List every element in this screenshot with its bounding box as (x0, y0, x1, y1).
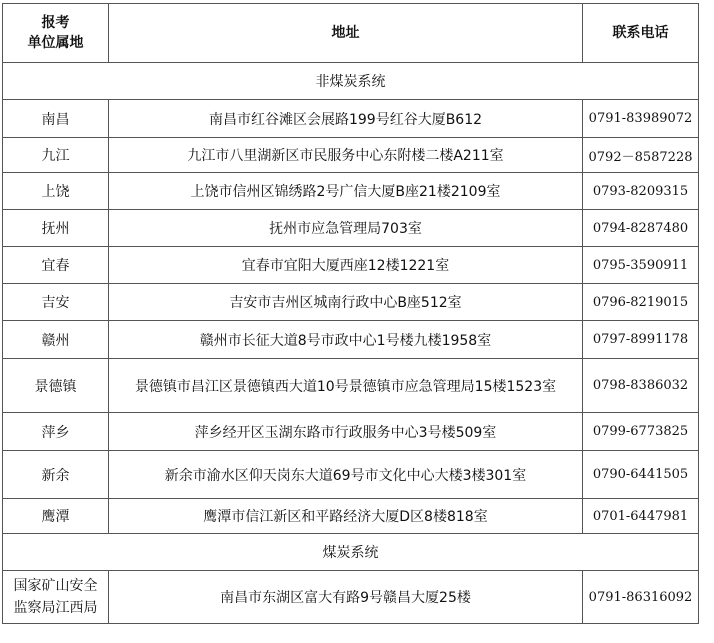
header-row (3, 4, 699, 63)
address-cell: 宜春市宜阳大厦西座12楼1221室 (109, 247, 583, 284)
address-cell: 鹰潭市信江新区和平路经济大厦D区8楼818室 (109, 499, 583, 534)
place-cell: 吉安 (3, 284, 109, 321)
phone-cell: 0790-6441505 (583, 451, 699, 499)
coal-phone: 0791-86316092 (583, 571, 699, 624)
section-title-non-coal: 非煤炭系统 (3, 63, 699, 100)
rows-body (3, 100, 699, 534)
place-cell: 南昌 (3, 100, 109, 138)
table-row (3, 499, 699, 534)
phone-cell: 0791-83989072 (583, 100, 699, 138)
place-cell: 抚州 (3, 210, 109, 247)
address-cell: 吉安市吉州区城南行政中心B座512室 (109, 284, 583, 321)
place-cell: 九江 (3, 138, 109, 173)
phone-cell: 0799-6773825 (583, 413, 699, 451)
place-cell: 萍乡 (3, 413, 109, 451)
table-row (3, 451, 699, 499)
phone-cell: 0792－8587228 (583, 138, 699, 173)
table-row (3, 138, 699, 173)
address-cell: 抚州市应急管理局703室 (109, 210, 583, 247)
table-row (3, 247, 699, 284)
address-cell: 新余市渝水区仰天岗东大道69号市文化中心大楼3楼301室 (109, 451, 583, 499)
table-row (3, 359, 699, 413)
header-place-line1: 报考 (41, 15, 70, 31)
header-place (3, 4, 109, 63)
place-cell: 宜春 (3, 247, 109, 284)
address-cell: 萍乡经开区玉湖东路市行政服务中心3号楼509室 (109, 413, 583, 451)
place-cell: 赣州 (3, 321, 109, 359)
coal-place (3, 571, 109, 624)
place-cell: 鹰潭 (3, 499, 109, 534)
header-place-line2: 单位属地 (27, 35, 84, 51)
phone-cell: 0701-6447981 (583, 499, 699, 534)
coal-place-line1: 国家矿山安全 (13, 578, 98, 594)
section-row-non-coal (3, 63, 699, 100)
table-row (3, 284, 699, 321)
place-cell: 景德镇 (3, 359, 109, 413)
phone-cell: 0795-3590911 (583, 247, 699, 284)
table-row (3, 413, 699, 451)
table-row (3, 321, 699, 359)
phone-cell: 0796-8219015 (583, 284, 699, 321)
address-cell: 南昌市红谷滩区会展路199号红谷大厦B612 (109, 100, 583, 138)
table-row (3, 173, 699, 210)
address-cell: 九江市八里湖新区市民服务中心东附楼二楼A211室 (109, 138, 583, 173)
phone-cell: 0794-8287480 (583, 210, 699, 247)
header-address: 地址 (109, 4, 583, 63)
phone-cell: 0793-8209315 (583, 173, 699, 210)
coal-address: 南昌市东湖区富大有路9号赣昌大厦25楼 (109, 571, 583, 624)
section-title-coal: 煤炭系统 (3, 534, 699, 571)
place-cell: 新余 (3, 451, 109, 499)
phone-cell: 0797-8991178 (583, 321, 699, 359)
section-row-coal (3, 534, 699, 571)
table-row (3, 100, 699, 138)
table-row (3, 210, 699, 247)
address-cell: 景德镇市昌江区景德镇西大道10号景德镇市应急管理局15楼1523室 (109, 359, 583, 413)
header-phone: 联系电话 (583, 4, 699, 63)
address-cell: 上饶市信州区锦绣路2号广信大厦B座21楼2109室 (109, 173, 583, 210)
phone-cell: 0798-8386032 (583, 359, 699, 413)
coal-row (3, 571, 699, 624)
address-cell: 赣州市长征大道8号市政中心1号楼九楼1958室 (109, 321, 583, 359)
place-cell: 上饶 (3, 173, 109, 210)
coal-place-line2: 监察局江西局 (13, 600, 98, 616)
contact-table (2, 3, 699, 624)
